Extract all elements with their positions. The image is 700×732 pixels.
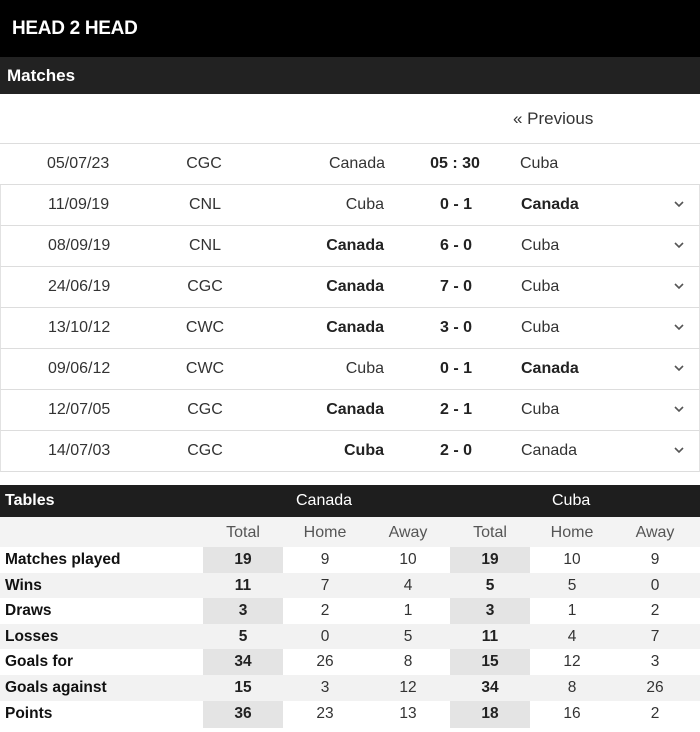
stat-value: 7	[320, 576, 330, 594]
col-header-team2-home: Home	[550, 524, 594, 541]
stat-value: 23	[316, 704, 334, 722]
stat-value: 5	[485, 576, 495, 594]
team1-header: Canada	[296, 492, 353, 509]
stat-value: 15	[234, 678, 252, 696]
stat-label: Goals against	[5, 678, 107, 696]
stat-value: 34	[234, 653, 252, 671]
stat-value: 36	[234, 704, 252, 722]
stat-value: 11	[481, 627, 499, 645]
stats-row	[0, 649, 700, 675]
stat-label: Matches played	[5, 551, 121, 568]
stat-value: 3	[485, 602, 495, 620]
match-competition: CWC	[185, 360, 225, 377]
match-competition: CNL	[188, 196, 221, 213]
stat-label: Points	[5, 704, 53, 722]
stat-value: 2	[650, 704, 660, 722]
team2-header: Cuba	[552, 492, 591, 509]
stat-value: 7	[650, 627, 660, 645]
match-date: 24/06/19	[48, 278, 111, 295]
stat-value: 18	[481, 704, 499, 722]
stats-table-body	[0, 547, 700, 726]
chevron-down-icon[interactable]	[672, 399, 688, 419]
match-home-team: Canada	[326, 401, 384, 418]
stats-row	[0, 701, 700, 727]
match-away-team: Canada	[521, 360, 579, 377]
match-away-team: Cuba	[520, 155, 559, 172]
match-score: 0 - 1	[439, 360, 472, 377]
match-competition: CGC	[187, 278, 223, 295]
previous-link[interactable]: « Previous	[513, 109, 594, 128]
stats-row	[0, 547, 700, 573]
stat-value: 19	[234, 551, 252, 568]
match-date: 14/07/03	[48, 442, 111, 459]
match-away-team: Cuba	[521, 319, 560, 336]
stat-value: 19	[481, 551, 499, 568]
match-score: 2 - 1	[439, 401, 472, 418]
col-header-team1-home: Home	[303, 524, 347, 541]
match-row[interactable]	[0, 431, 700, 472]
stat-value: 4	[567, 627, 577, 645]
chevron-down-icon[interactable]	[672, 440, 688, 460]
match-row[interactable]	[0, 226, 700, 267]
stat-value: 9	[320, 551, 330, 568]
tables-section	[0, 485, 700, 726]
stats-row	[0, 675, 700, 701]
match-row[interactable]	[0, 267, 700, 308]
stat-value: 34	[481, 678, 499, 696]
stat-value: 8	[403, 653, 413, 671]
col-header-team2-away: Away	[635, 524, 675, 541]
col-header-team1-away: Away	[388, 524, 428, 541]
stat-value: 5	[238, 627, 248, 645]
match-away-team: Canada	[521, 442, 578, 459]
stat-value: 4	[403, 576, 413, 594]
stat-label: Wins	[5, 576, 42, 594]
stat-value: 3	[238, 602, 248, 620]
col-header-team1-total: Total	[226, 524, 260, 541]
match-competition: CGC	[186, 155, 222, 172]
page-title: HEAD 2 HEAD	[12, 17, 138, 39]
matches-section-header	[0, 57, 700, 94]
stat-label: Draws	[5, 602, 52, 620]
match-home-team: Cuba	[344, 442, 384, 459]
match-date: 08/09/19	[48, 237, 111, 254]
match-home-team: Cuba	[345, 360, 384, 377]
match-row[interactable]	[0, 185, 700, 226]
stat-value: 3	[650, 653, 660, 671]
chevron-down-icon[interactable]	[672, 194, 688, 214]
match-home-team: Canada	[326, 319, 384, 336]
match-competition: CGC	[187, 442, 223, 459]
tables-section-title: Tables	[5, 492, 55, 509]
match-date: 12/07/05	[48, 401, 111, 418]
match-score: 7 - 0	[439, 278, 472, 295]
stat-value: 0	[320, 627, 330, 645]
stat-value: 16	[563, 704, 581, 722]
match-home-team: Cuba	[345, 196, 384, 213]
chevron-down-icon[interactable]	[672, 317, 688, 337]
stat-value: 12	[399, 678, 417, 696]
match-date: 05/07/23	[47, 155, 110, 172]
match-row[interactable]	[0, 390, 700, 431]
stat-value: 2	[320, 602, 330, 620]
match-row[interactable]	[0, 349, 700, 390]
match-competition: CGC	[187, 401, 223, 418]
stat-value: 11	[234, 576, 252, 594]
stat-value: 15	[481, 653, 499, 671]
match-date: 09/06/12	[48, 360, 111, 377]
match-row	[0, 144, 700, 185]
stat-value: 2	[650, 602, 660, 620]
stat-label: Goals for	[5, 653, 74, 671]
stat-value: 26	[316, 653, 334, 671]
match-competition: CNL	[188, 237, 221, 254]
stat-value: 5	[567, 576, 577, 594]
match-home-team: Canada	[326, 237, 384, 254]
stat-label: Losses	[5, 627, 59, 645]
match-home-team: Canada	[328, 155, 385, 172]
match-score: 0 - 1	[439, 196, 472, 213]
match-away-team: Cuba	[521, 237, 560, 254]
stat-value: 10	[563, 551, 581, 568]
stats-row	[0, 624, 700, 650]
stat-value: 12	[563, 653, 581, 671]
stats-row	[0, 598, 700, 624]
match-home-team: Canada	[326, 278, 384, 295]
match-competition: CWC	[185, 319, 225, 336]
pagination-row	[0, 94, 700, 143]
stat-value: 3	[320, 678, 330, 696]
match-away-team: Canada	[521, 196, 579, 213]
match-score: 6 - 0	[439, 237, 472, 254]
stat-value: 13	[399, 704, 417, 722]
matches-section-title: Matches	[7, 65, 76, 85]
stat-value: 9	[650, 551, 660, 568]
col-header-team2-total: Total	[473, 524, 507, 541]
stats-row	[0, 573, 700, 599]
stat-value: 8	[567, 678, 577, 696]
chevron-down-icon[interactable]	[672, 358, 688, 378]
tables-column-headers	[0, 517, 700, 547]
matches-list	[0, 143, 700, 472]
match-row[interactable]	[0, 308, 700, 349]
stat-value: 26	[646, 678, 664, 696]
match-score: 3 - 0	[439, 319, 472, 336]
stat-value: 0	[650, 576, 660, 594]
page-title-bar	[0, 0, 700, 57]
match-date: 11/09/19	[48, 196, 110, 213]
stat-value: 1	[567, 602, 577, 620]
stat-value: 1	[403, 602, 413, 620]
chevron-down-icon[interactable]	[672, 276, 688, 296]
match-score: 05 : 30	[430, 155, 480, 172]
stat-value: 5	[403, 627, 413, 645]
match-away-team: Cuba	[521, 278, 560, 295]
tables-header	[0, 485, 700, 517]
chevron-down-icon[interactable]	[672, 235, 688, 255]
match-score: 2 - 0	[439, 442, 472, 459]
stat-value: 10	[399, 551, 417, 568]
match-away-team: Cuba	[521, 401, 560, 418]
match-date: 13/10/12	[48, 319, 111, 336]
